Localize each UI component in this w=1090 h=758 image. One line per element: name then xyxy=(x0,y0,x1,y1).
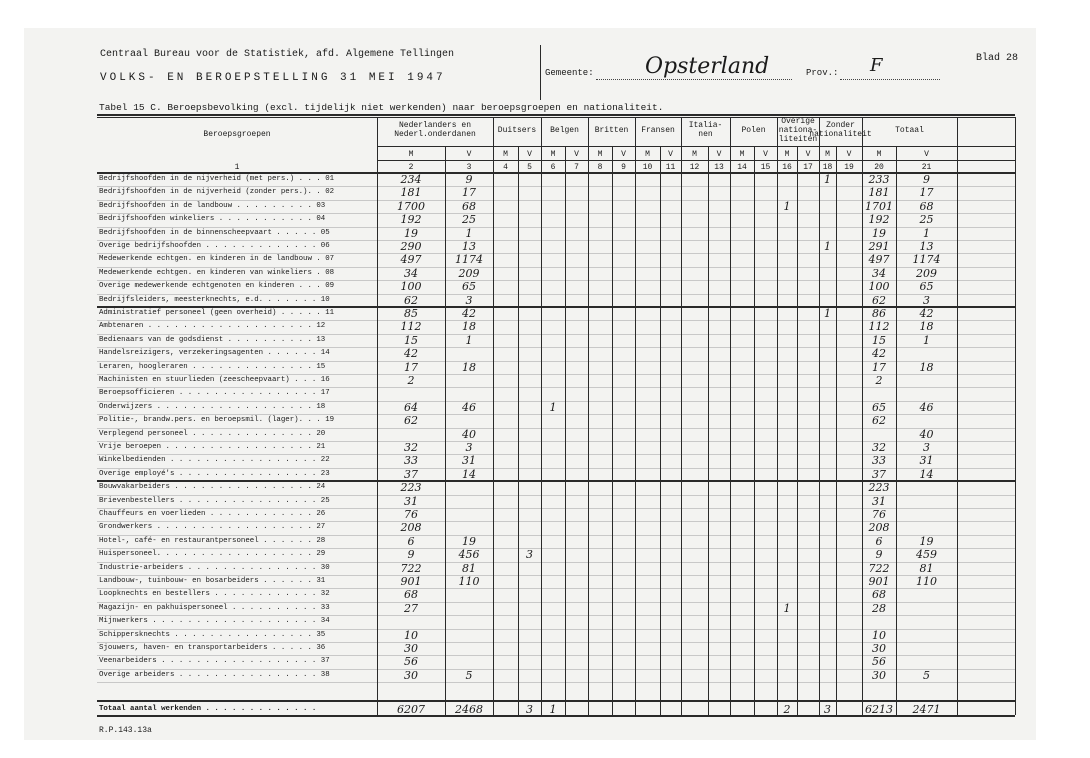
cell-value: 1701 xyxy=(865,199,893,213)
cell-value: 62 xyxy=(872,414,886,428)
subheader-v: V xyxy=(924,150,929,159)
cell-value: 76 xyxy=(404,508,418,521)
cell-value: 25 xyxy=(462,213,476,227)
occupation-label: Grondwerkers . . . . . . . . . . . . . . . . . . 27 xyxy=(99,523,326,532)
cell-value: 291 xyxy=(868,240,890,253)
cell-value: 9 xyxy=(875,548,883,562)
cell-value: 42 xyxy=(404,347,418,361)
cell-value: 9 xyxy=(923,173,930,186)
cell-value: 5 xyxy=(923,668,930,682)
subheader-m: M xyxy=(503,150,508,159)
header-fransen: Fransen xyxy=(641,126,675,135)
occupation-label: Bedrijfshoofden in de nijverheid (met pers.) . . . 01 xyxy=(99,175,335,183)
cell-value: 68 xyxy=(462,199,476,213)
total-row-label: Totaal aantal werkenden . . . . . . . . . . . . . xyxy=(99,705,317,713)
cell-value: 3 xyxy=(465,293,473,307)
occupation-label: Huispersoneel. . . . . . . . . . . . . . . . . . 29 xyxy=(99,550,326,559)
cell-value: 100 xyxy=(868,280,890,294)
cell-value: 208 xyxy=(400,521,422,535)
occupation-label: Beroepsofficieren . . . . . . . . . . . . . . . . 17 xyxy=(99,389,330,398)
cell-value: 722 xyxy=(868,561,890,575)
cell-value: 901 xyxy=(400,575,422,588)
cell-value: 1 xyxy=(783,601,791,615)
occupation-label: Hotel-, café- en restaurantpersoneel . . . . . . 28 xyxy=(99,536,326,545)
cell-value: 2 xyxy=(875,374,883,387)
cell-value: 46 xyxy=(462,400,476,414)
occupation-label: Bedrijfshoofden winkeliers . . . . . . . . . . . 04 xyxy=(99,215,326,224)
cell-value: 497 xyxy=(400,253,422,267)
column-number: 6 xyxy=(550,163,556,172)
cell-value: 2 xyxy=(407,374,415,387)
cell-value: 14 xyxy=(919,467,934,481)
cell-value: 17 xyxy=(462,186,476,200)
column-number: 15 xyxy=(760,163,771,172)
cell-value: 110 xyxy=(916,575,937,588)
occupation-label: Leraren, hoogleraren . . . . . . . . . . . . . . 15 xyxy=(99,362,326,371)
cell-value: 1 xyxy=(824,307,831,320)
subheader-m: M xyxy=(739,150,745,159)
occupation-label: Veenarbeiders . . . . . . . . . . . . . . . . . . 37 xyxy=(99,657,330,666)
header-top-rule xyxy=(97,117,1015,118)
cell-value: 456 xyxy=(458,548,480,562)
occupation-label: Bedrijfsleiders, meesterknechts, e.d. . . . . . . 10 xyxy=(99,295,330,304)
occupation-label: Bouwvakarbeiders . . . . . . . . . . . . . . . . 24 xyxy=(99,483,326,492)
column-number: 16 xyxy=(782,163,792,172)
cell-value: 1 xyxy=(465,333,473,347)
header-totaal: Totaal xyxy=(895,126,924,135)
gemeente-dotted-line xyxy=(596,79,792,80)
cell-value: 234 xyxy=(400,173,422,186)
total-value: 3 xyxy=(824,703,831,716)
header-overige: Overige xyxy=(781,117,815,126)
header-zonder: Zonder xyxy=(826,121,855,130)
cell-value: 46 xyxy=(919,400,934,414)
cell-value: 62 xyxy=(872,293,886,307)
subheader-rule xyxy=(377,146,1015,147)
subheader-v: V xyxy=(621,150,626,159)
cell-value: 10 xyxy=(872,628,886,642)
group-divider xyxy=(635,117,636,715)
cell-value: 81 xyxy=(919,561,934,575)
cell-value: 32 xyxy=(404,441,418,454)
cell-value: 40 xyxy=(462,427,476,441)
occupation-label: Winkelbedienden . . . . . . . . . . . . . . . . . 22 xyxy=(99,456,330,465)
occupation-label: Bedrijfshoofden in de binnenscheepvaart . . . . . 05 xyxy=(99,228,330,237)
subheader-v: V xyxy=(805,150,811,159)
cell-value: 1174 xyxy=(455,253,483,267)
cell-value: 30 xyxy=(872,668,886,682)
cell-value: 209 xyxy=(458,266,480,280)
group-divider xyxy=(862,117,863,715)
subheader-m: M xyxy=(876,150,882,159)
column-number: 4 xyxy=(503,163,508,172)
column-number: 20 xyxy=(874,163,884,172)
census-title: VOLKS- EN BEROEPSTELLING 31 MEI 1947 xyxy=(100,72,446,84)
total-separator xyxy=(97,700,1015,702)
cell-value: 65 xyxy=(919,280,934,294)
column-number: 11 xyxy=(665,163,676,172)
group-divider xyxy=(377,117,378,715)
header-britten: Britten xyxy=(594,126,629,135)
cell-value: 18 xyxy=(462,320,476,334)
occupation-label: Loopknechts en bestellers . . . . . . . . . . . . 32 xyxy=(99,590,330,599)
column-number: 9 xyxy=(621,163,626,172)
column-number: 18 xyxy=(822,163,833,172)
cell-value: 31 xyxy=(872,494,886,508)
occupation-label: Bedienaars van de godsdienst . . . . . . . . . . 13 xyxy=(99,335,326,344)
cell-value: 42 xyxy=(462,307,476,320)
header-beroepsgroepen: Beroepsgroepen xyxy=(203,130,271,139)
cell-value: 110 xyxy=(458,575,480,588)
cell-value: 1 xyxy=(923,226,930,240)
group-divider xyxy=(730,117,731,715)
cell-value: 459 xyxy=(916,548,937,562)
cell-value: 18 xyxy=(462,360,476,374)
cell-value: 31 xyxy=(462,454,476,468)
cell-value: 1174 xyxy=(912,253,941,267)
column-number: 5 xyxy=(527,163,532,172)
cell-value: 68 xyxy=(919,199,934,213)
occupation-label: Vrije beroepen . . . . . . . . . . . . . . . . . 21 xyxy=(99,443,326,451)
subheader-v: V xyxy=(527,150,532,159)
cell-value: 33 xyxy=(404,454,418,468)
column-number: 19 xyxy=(844,163,854,172)
prov-dotted-line xyxy=(840,79,940,80)
occupation-label: Chauffeurs en voerlieden . . . . . . . . . . . . 26 xyxy=(99,510,326,518)
cell-value: 65 xyxy=(462,280,476,294)
occupation-label: Sjouwers, haven- en transportarbeiders . . . . . 36 xyxy=(99,644,326,652)
subheader-m: M xyxy=(550,150,556,159)
prov-label: Prov.: xyxy=(806,68,839,78)
cell-value: 68 xyxy=(404,588,418,602)
form-code: R.P.143.13a xyxy=(99,726,152,735)
cell-value: 192 xyxy=(868,213,890,227)
occupation-label: Machinisten en stuurlieden (zeescheepvaart) . . . 16 xyxy=(99,376,330,384)
header-italianen: Italia- xyxy=(688,121,723,130)
column-number: 10 xyxy=(642,163,653,172)
cell-value: 3 xyxy=(465,441,473,454)
header-duitsers: Duitsers xyxy=(497,126,537,135)
cell-value: 1 xyxy=(549,400,557,414)
prov-value: F xyxy=(870,55,883,76)
group-divider xyxy=(541,117,542,715)
column-number: 7 xyxy=(574,163,579,172)
subheader-v: V xyxy=(466,150,472,159)
cell-value: 901 xyxy=(868,575,890,588)
mv-divider xyxy=(518,146,519,715)
occupation-label: Overige medewerkende echtgenoten en kinderen . . . 09 xyxy=(99,282,335,291)
mv-divider xyxy=(445,146,446,715)
cell-value: 31 xyxy=(404,494,418,508)
subheader-v: V xyxy=(716,150,722,159)
table-title: Tabel 15 C. Beroepsbevolking (excl. tijdelijk niet werkenden) naar beroepsgroepen en nationaliteit. xyxy=(99,102,664,113)
cell-value: 30 xyxy=(404,668,418,682)
cell-value: 1 xyxy=(783,199,791,213)
occupation-label: Mijnwerkers . . . . . . . . . . . . . . . . . . . 34 xyxy=(99,617,330,626)
occupation-label: Administratief personeel (geen overheid) . . . . . 11 xyxy=(99,309,335,317)
cell-value: 17 xyxy=(404,360,418,374)
mv-divider xyxy=(660,146,661,715)
cell-value: 209 xyxy=(916,266,937,280)
cell-value: 13 xyxy=(919,240,934,253)
occupation-label: Magazijn- en pakhuispersoneel . . . . . . . . . . 33 xyxy=(99,603,330,612)
mv-divider xyxy=(565,146,566,715)
mv-divider xyxy=(896,146,897,715)
occupation-label: Overige arbeiders . . . . . . . . . . . . . . . . 38 xyxy=(99,670,330,679)
occupation-label: Overige employé's . . . . . . . . . . . . . . . . 23 xyxy=(99,469,330,478)
cell-value: 40 xyxy=(919,427,934,441)
cell-value: 33 xyxy=(872,454,886,468)
gemeente-value: Opsterland xyxy=(645,54,770,79)
column-number: 14 xyxy=(737,163,747,172)
subheader-m: M xyxy=(825,150,830,159)
header-italianen: nen xyxy=(698,130,713,139)
cell-value: 223 xyxy=(868,481,890,495)
column-number: 21 xyxy=(921,163,932,172)
cell-value: 34 xyxy=(872,266,886,280)
subheader-v: V xyxy=(846,150,852,159)
cell-value: 42 xyxy=(919,307,934,320)
row-rule xyxy=(97,615,1015,616)
total-value: 6213 xyxy=(865,703,893,716)
cell-value: 290 xyxy=(400,240,422,253)
subheader-m: M xyxy=(784,150,790,159)
column-number: 12 xyxy=(689,163,700,172)
cell-value: 19 xyxy=(404,226,418,240)
group-divider xyxy=(681,117,682,715)
occupation-label: Ambtenaren . . . . . . . . . . . . . . . . . . . 12 xyxy=(99,322,326,331)
cell-value: 19 xyxy=(872,226,886,240)
cell-value: 17 xyxy=(919,186,934,200)
cell-value: 3 xyxy=(923,293,930,307)
column-number: 2 xyxy=(408,163,414,172)
cell-value: 9 xyxy=(407,548,415,562)
occupation-label: Politie-, brandw.pers. en beroepsmil. (lager). . . 19 xyxy=(99,416,335,425)
cell-value: 32 xyxy=(872,441,886,454)
total-value: 2 xyxy=(783,703,791,716)
cell-value: 13 xyxy=(462,240,476,253)
cell-value: 37 xyxy=(872,467,886,481)
header-polen: Polen xyxy=(741,126,766,135)
cell-value: 112 xyxy=(868,320,890,334)
cell-value: 497 xyxy=(868,253,890,267)
occupation-label: Bedrijfshoofden in de nijverheid (zonder pers.). . 02 xyxy=(99,188,335,197)
cell-value: 65 xyxy=(872,400,886,414)
cell-value: 34 xyxy=(404,266,418,280)
occupation-label: Overige bedrijfshoofden . . . . . . . . . . . . . 06 xyxy=(99,242,330,250)
cell-value: 722 xyxy=(400,561,422,575)
cell-value: 192 xyxy=(400,213,422,227)
occupation-label: Landbouw-, tuinbouw- en bosarbeiders . . . . . . 31 xyxy=(99,577,326,585)
cell-value: 28 xyxy=(872,601,886,615)
row-rule xyxy=(97,682,1015,683)
row-rule xyxy=(97,387,1015,388)
group-divider xyxy=(957,117,958,715)
cell-value: 62 xyxy=(404,293,418,307)
column-number: 3 xyxy=(466,163,472,172)
cell-value: 30 xyxy=(404,642,418,655)
subheader-v: V xyxy=(574,150,579,159)
cell-value: 1 xyxy=(824,173,831,186)
cell-value: 27 xyxy=(404,601,418,615)
gemeente-label: Gemeente: xyxy=(545,68,594,78)
cell-value: 17 xyxy=(872,360,886,374)
colnum-rule xyxy=(377,160,1015,161)
institution-name: Centraal Bureau voor de Statistiek, afd. Algemene Tellingen xyxy=(100,49,455,60)
cell-value: 5 xyxy=(465,668,473,682)
cell-value: 100 xyxy=(400,280,422,294)
total-value: 3 xyxy=(526,703,533,716)
occupation-label: Schippersknechts . . . . . . . . . . . . . . . . 35 xyxy=(99,630,326,639)
subheader-v: V xyxy=(668,150,673,159)
header-zonder: nationaliteit xyxy=(809,130,872,139)
occupation-label: Medewerkende echtgen. en kinderen van winkeliers . 08 xyxy=(99,268,335,277)
subheader-m: M xyxy=(645,150,650,159)
cell-value: 9 xyxy=(465,173,473,186)
cell-value: 112 xyxy=(400,320,422,334)
mv-divider xyxy=(797,146,798,715)
column-number: 13 xyxy=(714,163,724,172)
cell-value: 19 xyxy=(919,534,934,548)
header-nederlanders: Nederl.onderdanen xyxy=(394,130,476,139)
group-divider xyxy=(493,117,494,715)
cell-value: 208 xyxy=(868,521,890,535)
cell-value: 76 xyxy=(872,508,886,521)
cell-value: 3 xyxy=(923,441,930,454)
subheader-m: M xyxy=(408,150,414,159)
cell-value: 68 xyxy=(872,588,886,602)
cell-value: 62 xyxy=(404,414,418,428)
subheader-m: M xyxy=(597,150,603,159)
group-divider xyxy=(819,117,820,715)
total-value: 6207 xyxy=(397,703,425,716)
cell-value: 42 xyxy=(872,347,886,361)
subheader-v: V xyxy=(763,150,768,159)
title-underline xyxy=(97,114,1015,116)
header-belgen: Belgen xyxy=(550,126,579,135)
gemeente-divider xyxy=(540,45,541,100)
header-overige: liteiten xyxy=(778,135,818,144)
column-number: 8 xyxy=(597,163,603,172)
cell-value: 85 xyxy=(404,307,418,320)
cell-value: 64 xyxy=(404,400,418,414)
mv-divider xyxy=(836,146,837,715)
cell-value: 15 xyxy=(404,333,418,347)
occupation-label: Verplegend personeel . . . . . . . . . . . . . . 20 xyxy=(99,429,326,438)
cell-value: 223 xyxy=(400,481,422,495)
sheet-number: Blad 28 xyxy=(976,53,1019,64)
cell-value: 181 xyxy=(868,186,890,200)
cell-value: 19 xyxy=(462,534,476,548)
occupation-label: Onderwijzers . . . . . . . . . . . . . . . . . . 18 xyxy=(99,402,326,411)
cell-value: 14 xyxy=(462,467,476,481)
cell-value: 6 xyxy=(875,534,883,548)
mv-divider xyxy=(708,146,709,715)
occupation-label: Bedrijfshoofden in de landbouw . . . . . . . . . 03 xyxy=(99,201,326,210)
total-value: 2471 xyxy=(912,703,941,716)
cell-value: 6 xyxy=(407,534,415,548)
occupation-label: Industrie-arbeiders . . . . . . . . . . . . . . . 30 xyxy=(99,563,330,572)
cell-value: 86 xyxy=(872,307,886,320)
cell-value: 233 xyxy=(868,173,890,186)
group-divider xyxy=(777,117,778,715)
cell-value: 18 xyxy=(919,360,934,374)
mv-divider xyxy=(612,146,613,715)
cell-value: 10 xyxy=(404,628,418,642)
total-value: 1 xyxy=(549,703,557,716)
column-number: 1 xyxy=(234,163,240,172)
cell-value: 181 xyxy=(400,186,422,200)
group-divider xyxy=(588,117,589,715)
cell-value: 56 xyxy=(872,655,886,669)
cell-value: 25 xyxy=(919,213,934,227)
cell-value: 18 xyxy=(919,320,934,334)
cell-value: 1700 xyxy=(397,199,425,213)
cell-value: 31 xyxy=(919,454,934,468)
cell-value: 37 xyxy=(404,467,418,481)
subheader-m: M xyxy=(692,150,697,159)
cell-value: 1 xyxy=(923,333,930,347)
cell-value: 15 xyxy=(872,333,886,347)
total-value: 2468 xyxy=(455,703,483,716)
header-nederlanders: Nederlanders en xyxy=(398,121,472,130)
cell-value: 56 xyxy=(404,655,418,669)
occupation-label: Brievenbestellers . . . . . . . . . . . . . . . . 25 xyxy=(99,496,330,505)
cell-value: 1 xyxy=(465,226,473,240)
occupation-label: Medewerkende echtgen. en kinderen in de landbouw . 07 xyxy=(99,255,335,264)
cell-value: 30 xyxy=(872,642,886,655)
group-divider xyxy=(1015,117,1016,715)
column-number: 17 xyxy=(803,163,813,172)
cell-value: 81 xyxy=(462,561,476,575)
cell-value: 1 xyxy=(824,240,831,253)
cell-value: 3 xyxy=(526,548,533,562)
mv-divider xyxy=(754,146,755,715)
occupation-label: Handelsreizigers, verzekeringsagenten . . . . . . 14 xyxy=(99,349,330,358)
header-overige: nationa- xyxy=(778,126,818,135)
